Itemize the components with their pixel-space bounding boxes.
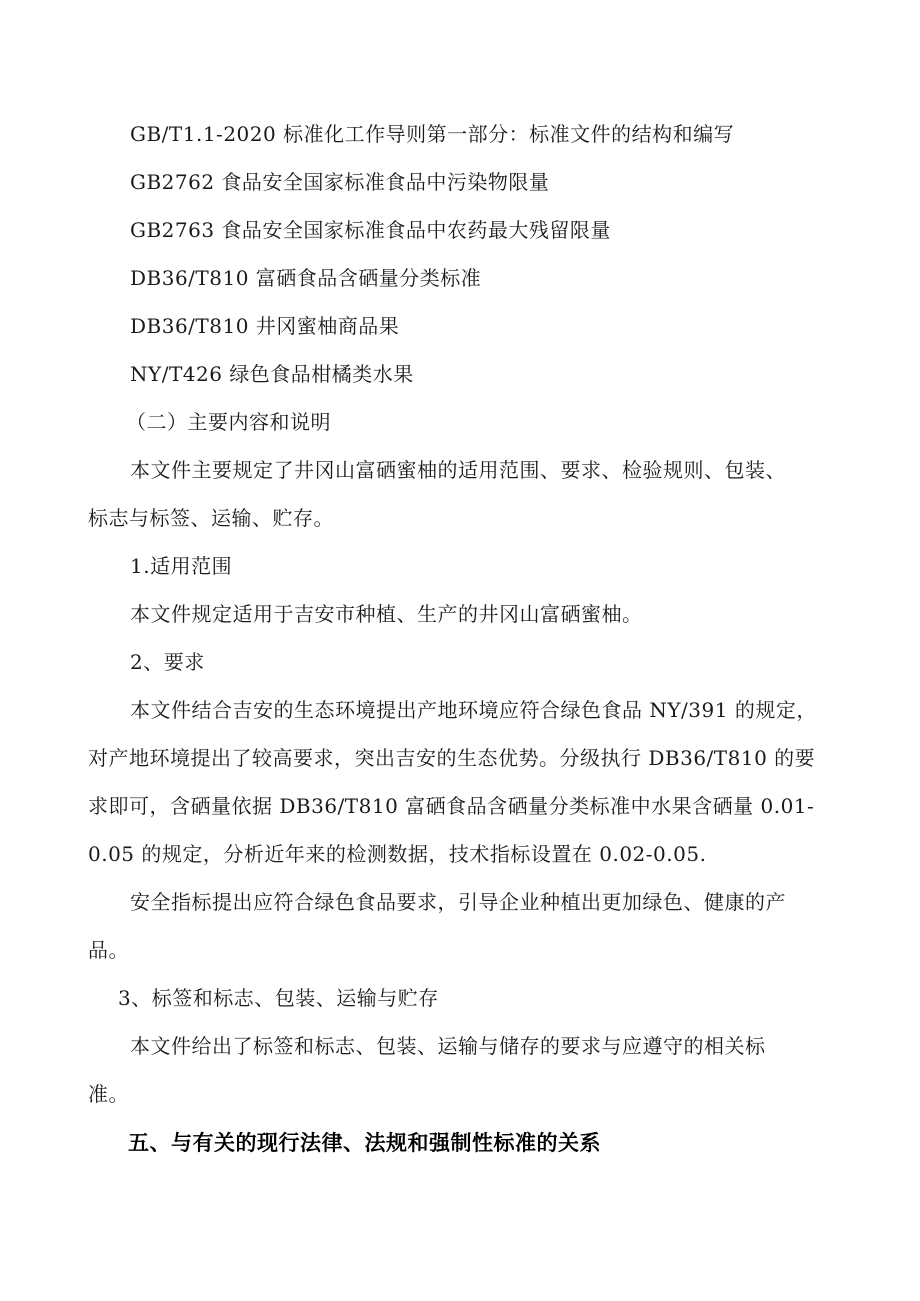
- section-heading: 五、与有关的现行法律、法规和强制性标准的关系: [128, 1131, 601, 1155]
- paragraph-line: 求即可，含硒量依据 DB36/T810 富硒食品含硒量分类标准中水果含硒量 0.01-: [88, 794, 815, 818]
- reference-item: DB36/T810 井冈蜜柚商品果: [130, 314, 400, 338]
- paragraph-line: 标志与标签、运输、贮存。: [88, 506, 334, 530]
- reference-item: NY/T426 绿色食品柑橘类水果: [130, 362, 414, 386]
- item-title: 3、标签和标志、包装、运输与贮存: [118, 986, 439, 1010]
- paragraph-line: 品。: [88, 938, 129, 962]
- paragraph-line: 准。: [88, 1082, 129, 1106]
- reference-item: GB2763 食品安全国家标准食品中农药最大残留限量: [130, 218, 611, 242]
- reference-item: GB/T1.1-2020 标准化工作导则第一部分：标准文件的结构和编写: [130, 122, 735, 146]
- paragraph-line: 安全指标提出应符合绿色食品要求，引导企业种植出更加绿色、健康的产: [130, 890, 786, 914]
- paragraph-line: 本文件给出了标签和标志、包装、运输与储存的要求与应遵守的相关标: [130, 1034, 766, 1058]
- item-title: 2、要求: [130, 650, 205, 674]
- reference-item: GB2762 食品安全国家标准食品中污染物限量: [130, 170, 550, 194]
- reference-item: DB36/T810 富硒食品含硒量分类标准: [130, 266, 482, 290]
- paragraph-line: 本文件规定适用于吉安市种植、生产的井冈山富硒蜜柚。: [130, 602, 643, 626]
- section-subtitle: （二）主要内容和说明: [126, 410, 331, 434]
- paragraph-line: 对产地环境提出了较高要求，突出吉安的生态优势。分级执行 DB36/T810 的要: [88, 746, 816, 770]
- paragraph-line: 本文件主要规定了井冈山富硒蜜柚的适用范围、要求、检验规则、包装、: [130, 458, 786, 482]
- item-title: 1.适用范围: [130, 554, 233, 578]
- paragraph-line: 本文件结合吉安的生态环境提出产地环境应符合绿色食品 NY/391 的规定，: [130, 698, 817, 722]
- paragraph-line: 0.05 的规定，分析近年来的检测数据，技术指标设置在 0.02-0.05.: [88, 842, 707, 866]
